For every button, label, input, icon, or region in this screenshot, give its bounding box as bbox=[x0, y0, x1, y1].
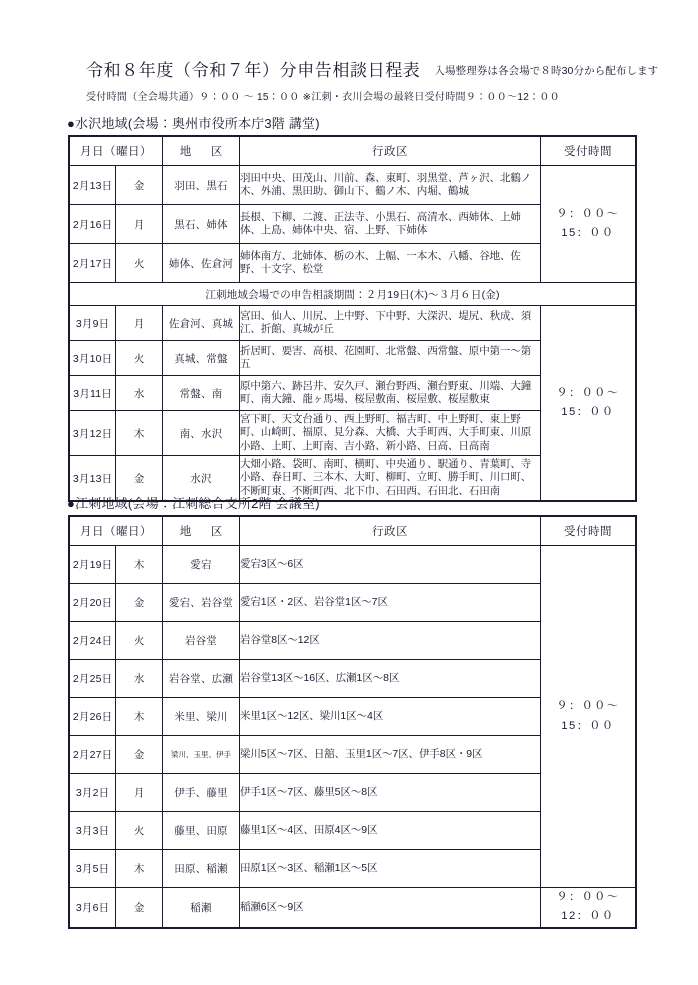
table-header-mizusawa bbox=[69, 136, 636, 166]
cell-date: 2月20日 bbox=[69, 584, 116, 622]
cell-dow: 火 bbox=[116, 244, 163, 283]
column-header-date: 月日（曜日） bbox=[69, 516, 163, 546]
cell-dow: 水 bbox=[116, 660, 163, 698]
cell-date: 3月2日 bbox=[69, 774, 116, 812]
cell-date: 2月19日 bbox=[69, 546, 116, 584]
cell-admin: 米里1区～12区、梁川1区～4区 bbox=[240, 698, 541, 736]
cell-area: 佐倉河、真城 bbox=[163, 306, 240, 341]
cell-admin: 稲瀬6区～9区 bbox=[240, 888, 541, 928]
cell-area: 伊手、藤里 bbox=[163, 774, 240, 812]
cell-date: 3月5日 bbox=[69, 850, 116, 888]
cell-date: 3月3日 bbox=[69, 812, 116, 850]
column-header-time: 受付時間 bbox=[541, 136, 637, 166]
cell-area: 常盤、南 bbox=[163, 376, 240, 411]
cell-dow: 火 bbox=[116, 341, 163, 376]
cell-date: 2月27日 bbox=[69, 736, 116, 774]
cell-area: 水沢 bbox=[163, 456, 240, 502]
cell-area: 愛宕 bbox=[163, 546, 240, 584]
cell-date: 2月17日 bbox=[69, 244, 116, 283]
table-header-esashi bbox=[69, 516, 636, 546]
section-heading-mizusawa: ●水沢地域(会場：奥州市役所本庁3階 講堂) bbox=[67, 116, 320, 131]
cell-dow: 金 bbox=[116, 166, 163, 205]
section-heading-esashi: ●江刺地域(会場：江刺総合支所2階 会議室) bbox=[67, 496, 320, 511]
ticket-distribution-note: 入場整理券は各会場で８時30分から配布します bbox=[434, 65, 659, 77]
page-title: 令和８年度（令和７年）分申告相談日程表 bbox=[86, 61, 421, 80]
cell-admin: 羽田中央、田茂山、川前、森、東町、羽黒堂、芦ヶ沢、北鶴ノ木、外浦、黒田助、御山下、鶴ノ木、内堀、鶴城 bbox=[240, 166, 541, 205]
cell-date: 2月16日 bbox=[69, 205, 116, 244]
cell-admin: 大畑小路、袋町、南町、横町、中央通り、駅通り、青葉町、寺小路、春日町、三本木、大町、柳町、立町、勝手町、川口町、不断町東、不断町西、北下巾、石田西、石田北、石田南 bbox=[240, 456, 541, 502]
cell-admin: 長根、下柳、二渡、正法寺、小黒石、高清水、西姉体、上姉体、上島、姉体中央、宿、上野、下姉体 bbox=[240, 205, 541, 244]
cell-reception-time bbox=[541, 166, 637, 283]
cell-area: 羽田、黒石 bbox=[163, 166, 240, 205]
cell-dow: 木 bbox=[116, 850, 163, 888]
cell-admin: 梁川5区～7区、日舘、玉里1区～7区、伊手8区・9区 bbox=[240, 736, 541, 774]
schedule-table-esashi bbox=[68, 515, 637, 929]
cell-dow: 金 bbox=[116, 888, 163, 928]
cell-date: 2月24日 bbox=[69, 622, 116, 660]
cell-reception-time bbox=[541, 888, 637, 928]
cell-admin: 姉体南方、北姉体、栃の木、上幅、一本木、八幡、谷地、佐野、十文字、松堂 bbox=[240, 244, 541, 283]
cell-admin: 愛宕3区～6区 bbox=[240, 546, 541, 584]
cell-admin: 田原1区～3区、稲瀬1区～5区 bbox=[240, 850, 541, 888]
cell-dow: 月 bbox=[116, 774, 163, 812]
column-header-area: 地 区 bbox=[163, 136, 240, 166]
cell-date: 3月6日 bbox=[69, 888, 116, 928]
cell-admin: 折居町、要害、高根、花園町、北常盤、西常盤、原中第一～第五 bbox=[240, 341, 541, 376]
notice-row bbox=[69, 283, 636, 306]
time-from: ９：００～ bbox=[556, 386, 620, 399]
cell-dow: 水 bbox=[116, 376, 163, 411]
document-header bbox=[86, 62, 658, 79]
time-from: ９：００～ bbox=[556, 891, 620, 903]
time-from: ９：００～ bbox=[556, 700, 620, 713]
column-header-area: 地 区 bbox=[163, 516, 240, 546]
time-to: 12：００ bbox=[561, 910, 615, 923]
table-row bbox=[69, 888, 636, 928]
cell-admin: 藤里1区～4区、田原4区～9区 bbox=[240, 812, 541, 850]
cell-date: 2月13日 bbox=[69, 166, 116, 205]
cell-admin: 原中第六、跡呂井、安久戸、瀬台野西、瀬台野東、川端、大鐘町、南大鐘、龍ヶ馬場、桜屋敷南、桜屋敷、桜屋敷東 bbox=[240, 376, 541, 411]
cell-dow: 金 bbox=[116, 736, 163, 774]
cell-date: 2月25日 bbox=[69, 660, 116, 698]
cell-area: 田原、稲瀬 bbox=[163, 850, 240, 888]
time-from: ９：００～ bbox=[556, 207, 620, 220]
cell-admin: 愛宕1区・2区、岩谷堂1区～7区 bbox=[240, 584, 541, 622]
cell-dow: 金 bbox=[116, 584, 163, 622]
cell-dow: 木 bbox=[116, 411, 163, 456]
cell-dow: 木 bbox=[116, 698, 163, 736]
esashi-period-notice: 江刺地域会場での申告相談期間：２月19日(木)～３月６日(金) bbox=[69, 283, 636, 306]
cell-dow: 木 bbox=[116, 546, 163, 584]
cell-reception-time bbox=[541, 546, 637, 888]
time-to: 15：００ bbox=[561, 227, 615, 239]
cell-dow: 金 bbox=[116, 456, 163, 502]
table-row bbox=[69, 306, 636, 341]
cell-area: 南、水沢 bbox=[163, 411, 240, 456]
cell-admin: 伊手1区～7区、藤里5区～8区 bbox=[240, 774, 541, 812]
schedule-table-mizusawa bbox=[68, 135, 637, 502]
cell-admin: 宮田、仙人、川尻、上中野、下中野、大深沢、堤尻、秋成、須江、折館、真城が丘 bbox=[240, 306, 541, 341]
cell-date: 3月12日 bbox=[69, 411, 116, 456]
cell-reception-time bbox=[541, 306, 637, 502]
cell-date: 3月13日 bbox=[69, 456, 116, 502]
cell-area: 岩谷堂、広瀬 bbox=[163, 660, 240, 698]
table-row bbox=[69, 166, 636, 205]
cell-area: 藤里、田原 bbox=[163, 812, 240, 850]
column-header-time: 受付時間 bbox=[541, 516, 637, 546]
column-header-admin: 行政区 bbox=[240, 136, 541, 166]
time-to: 15：００ bbox=[561, 406, 615, 418]
cell-area: 岩谷堂 bbox=[163, 622, 240, 660]
column-header-admin: 行政区 bbox=[240, 516, 541, 546]
cell-dow: 火 bbox=[116, 622, 163, 660]
reception-hours-note: 受付時間（全会場共通）９：００ ～ 15：００ ※江刺・衣川会場の最終日受付時間９：００～12：００ bbox=[86, 92, 560, 103]
cell-area: 黒石、姉体 bbox=[163, 205, 240, 244]
cell-date: 3月11日 bbox=[69, 376, 116, 411]
cell-area: 米里、梁川 bbox=[163, 698, 240, 736]
cell-dow: 月 bbox=[116, 306, 163, 341]
time-to: 15：００ bbox=[561, 719, 615, 732]
column-header-date: 月日（曜日） bbox=[69, 136, 163, 166]
cell-dow: 火 bbox=[116, 812, 163, 850]
cell-date: 3月10日 bbox=[69, 341, 116, 376]
table-row bbox=[69, 546, 636, 584]
cell-area: 真城、常盤 bbox=[163, 341, 240, 376]
cell-date: 3月9日 bbox=[69, 306, 116, 341]
cell-admin: 岩谷堂8区～12区 bbox=[240, 622, 541, 660]
cell-area: 姉体、佐倉河 bbox=[163, 244, 240, 283]
cell-dow: 月 bbox=[116, 205, 163, 244]
cell-date: 2月26日 bbox=[69, 698, 116, 736]
cell-area: 稲瀬 bbox=[163, 888, 240, 928]
cell-area: 愛宕、岩谷堂 bbox=[163, 584, 240, 622]
cell-admin: 岩谷堂13区～16区、広瀬1区～8区 bbox=[240, 660, 541, 698]
cell-area: 梁川、玉里、伊手 bbox=[163, 736, 240, 774]
cell-admin: 宮下町、天文台通り、西上野町、福吉町、中上野町、東上野町、山崎町、福原、見分森、大橋、大手町西、大手町東、川原小路、上町、上町南、吉小路、新小路、日高、日高南 bbox=[240, 411, 541, 456]
